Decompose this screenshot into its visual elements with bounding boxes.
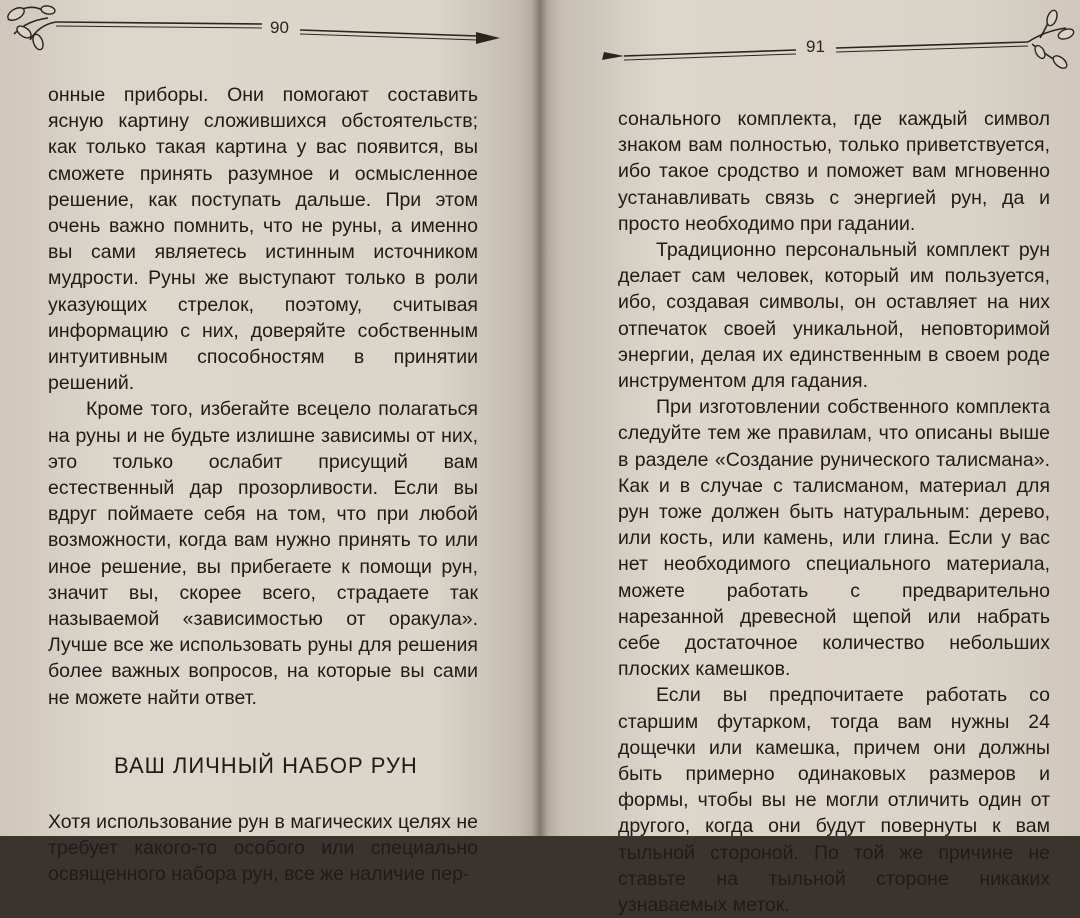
right-paragraph-4: Если вы предпочитаете работать со старшим футарком, тогда вам нужны 24 дощечки или камешка, причем они должны быть примерно одинаковых размеров и формы, чтобы вы не могли отличить один от другого, когда они будут повернуты к вам тыльной стороной. По той же причине не ставьте на тыльной стороне никаких узнаваемых меток.	[618, 684, 1050, 917]
right-paragraph-3: При изготовлении собственного комплекта следуйте тем же правилам, что описаны выше в разделе «Создание рунического талисмана». Как и в случае с талисманом, материал для рун тоже должен быть натуральным: дерево, или кость, или камень, или глина. Если у вас нет необходимого специального материала, можете работать с предварительно нарезанной древесной щепой или набрать себе достаточное количество небольших плоских камешков.	[618, 396, 1050, 681]
left-page-number: 90	[270, 18, 289, 37]
right-paragraph-1: сонального комплекта, где каждый символ знаком вам полностью, только приветствуется, ибо такое сродство и поможет вам мгновенно устанавливать связь с энергией рун, да и просто необходимо при гадании.	[618, 108, 1050, 235]
right-paragraph-2: Традиционно персональный комплект рун делает сам человек, который им пользуется, ибо, создавая символы, он оставляет на них отпечаток своей уникальной, неповторимой энергии, делая их единственным в своем роде инструментом для гадания.	[618, 239, 1050, 393]
right-page-header	[540, 0, 1080, 80]
right-page	[540, 0, 1080, 917]
left-header-ornament	[0, 0, 540, 80]
left-paragraph-1: онные приборы. Они помогают составить ясную картину сложившихся обстоятельств; как только такая картина у вас появится, вы сможете принять разумное и осмысленное решение, как поступать дальше. При этом очень важно помнить, что не руны, а именно вы сами являетесь истинным источником мудрости. Руны же выступают только в роли указующих стрелок, поэтому, считывая информацию с них, доверяйте собственным интуитивным способностям в принятии решений.	[48, 84, 478, 395]
book-gutter	[532, 0, 548, 836]
left-paragraph-3: Хотя использование рун в магических целях не требует какого-то особого или специально освященного набора рун, все же наличие пер-	[48, 811, 478, 886]
right-page-body	[618, 106, 1050, 918]
left-page-header	[0, 0, 540, 80]
left-page	[0, 0, 540, 886]
left-page-body	[48, 82, 478, 888]
left-paragraph-2: Кроме того, избегайте всецело полагаться на руны и не будьте излишне зависимы от них, это только ослабит присущий вам естественный дар прозорливости. Если вы вдруг поймаете себя на том, что при любой возможности, когда вам нужно принять то или иное решение, вы прибегаете к помощи рун, значит вы, скорее всего, страдаете так называемой «зависимостью от оракула». Лучше все же использовать руны для решения более важных вопросов, на которые вы сами не можете найти ответ.	[48, 398, 478, 709]
right-page-number: 91	[806, 37, 825, 56]
section-heading: ВАШ ЛИЧНЫЙ НАБОР РУН	[114, 752, 418, 778]
